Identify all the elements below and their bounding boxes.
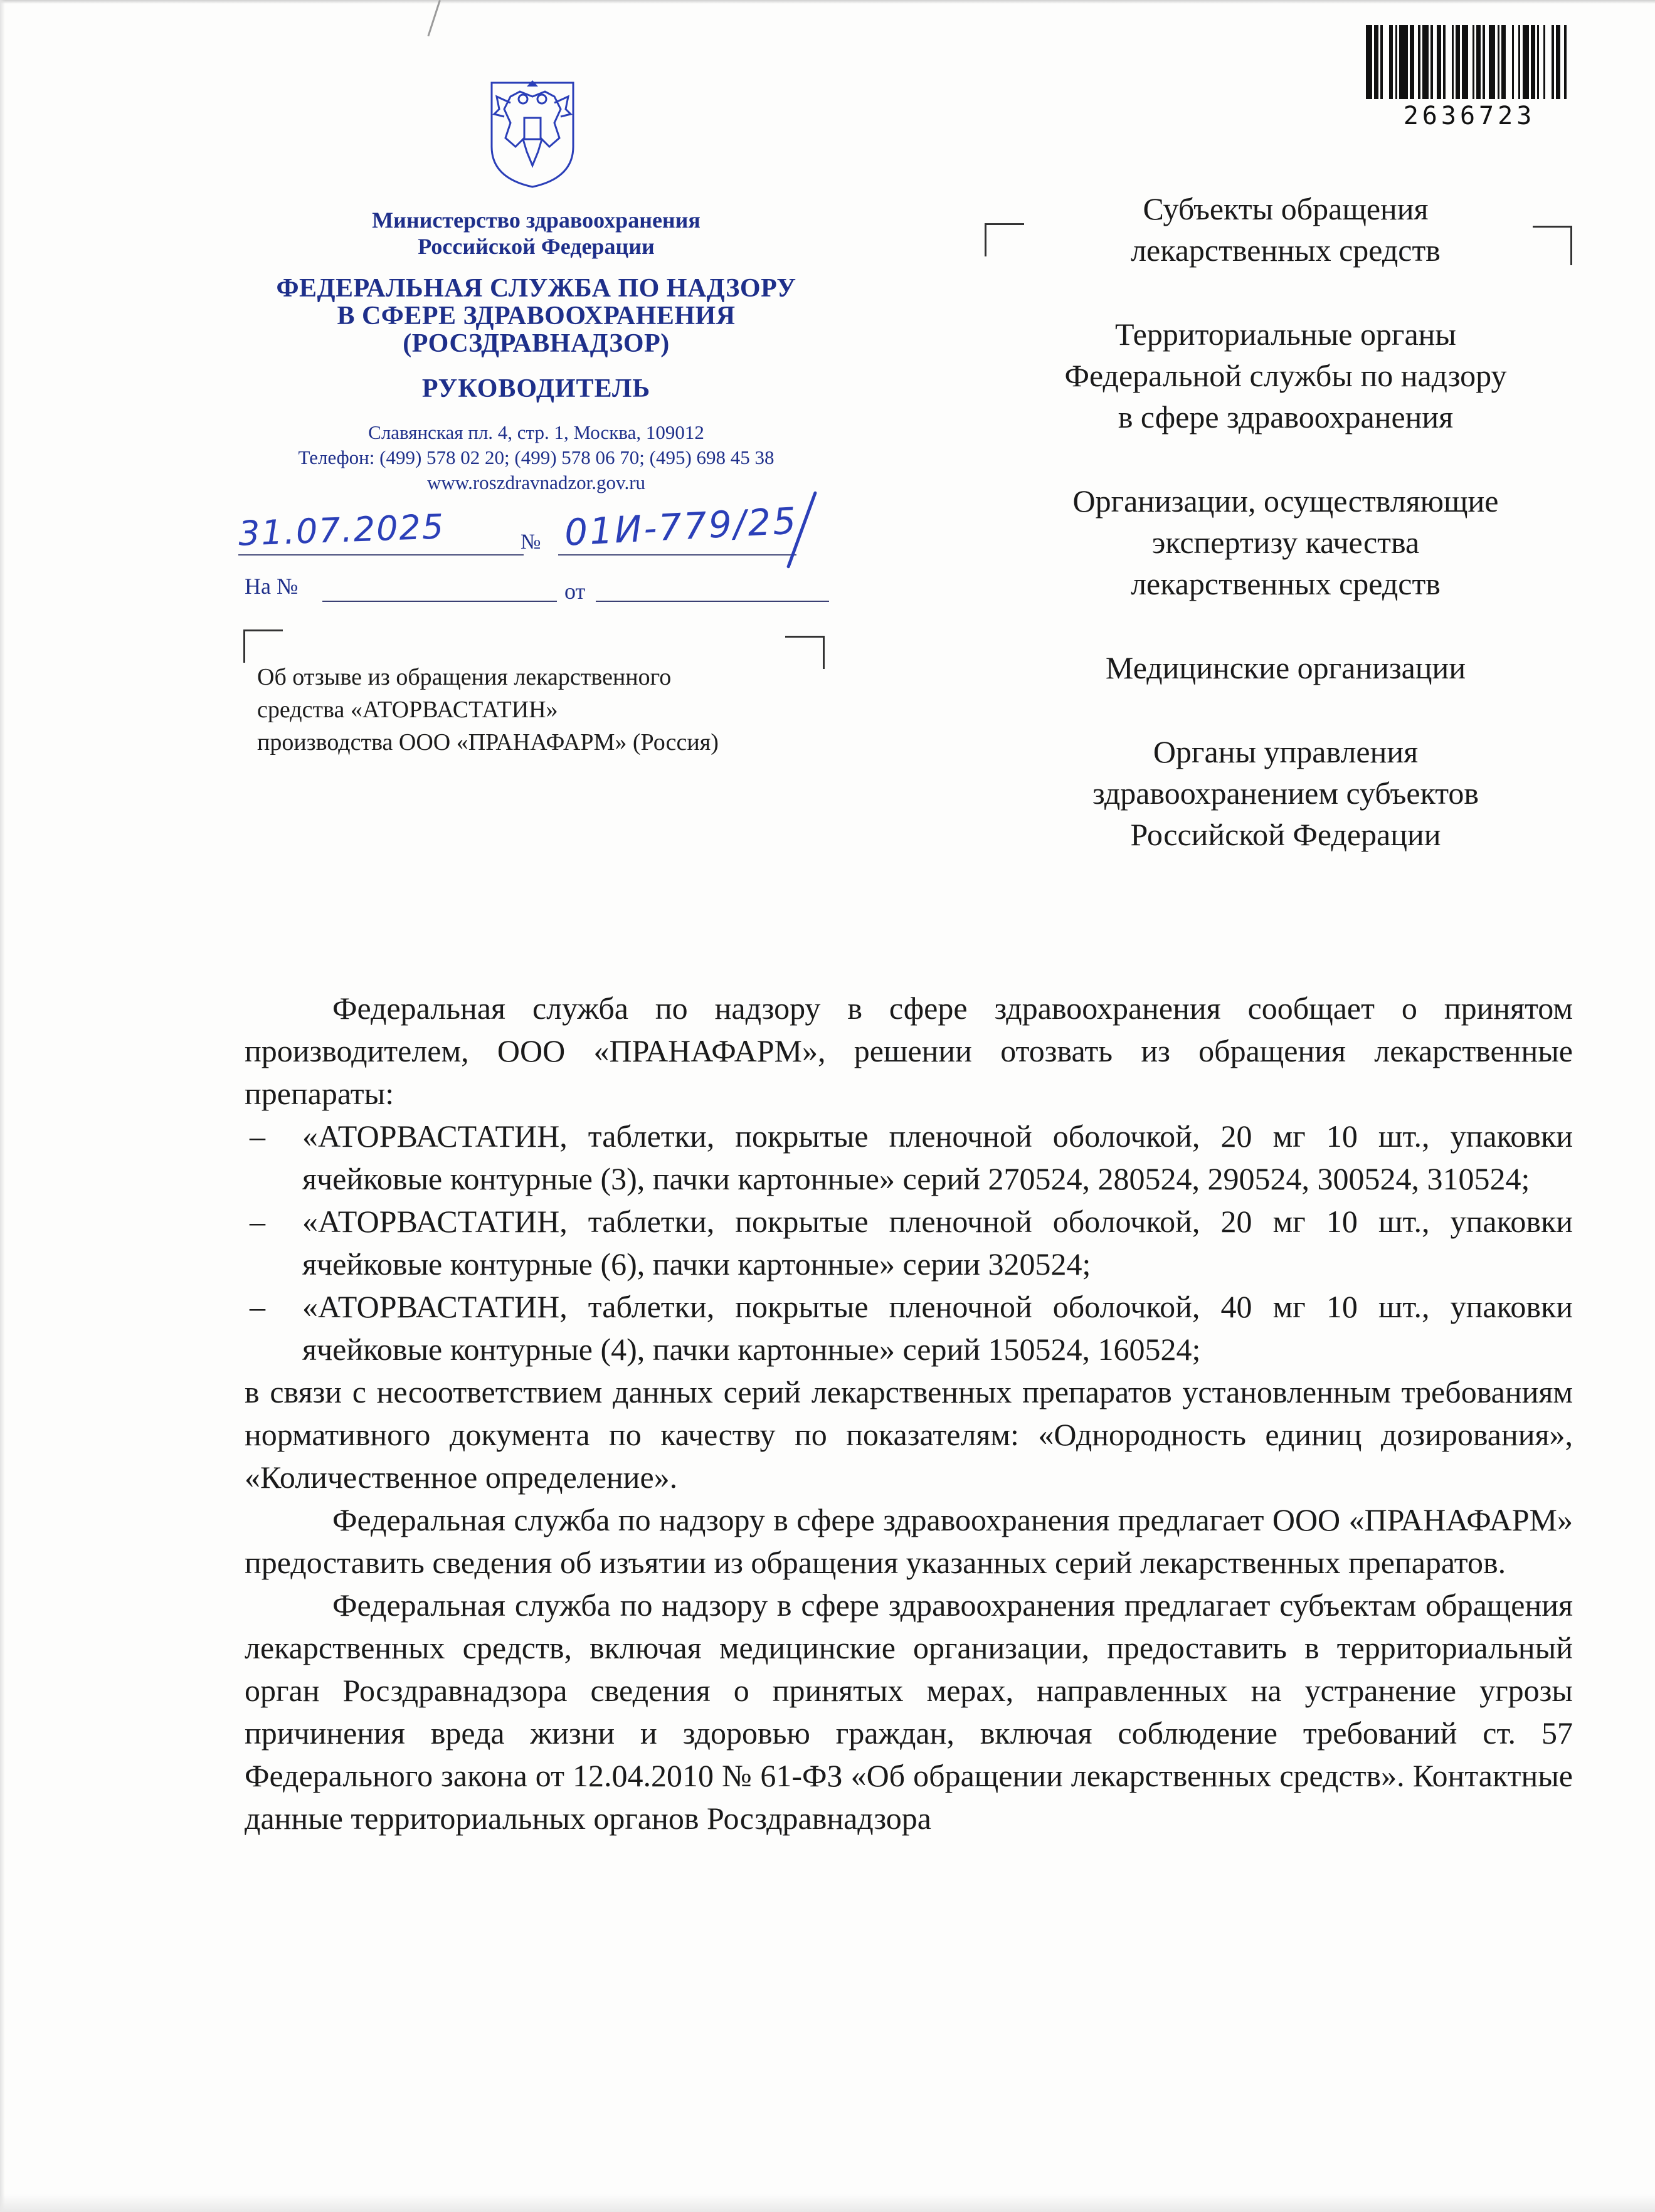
- addressee-line: лекарственных средств: [1131, 233, 1441, 268]
- barcode-bar: [1567, 25, 1573, 99]
- barcode-bar: [1489, 25, 1495, 99]
- addressee-item: [978, 188, 1593, 271]
- address-line: Славянская пл. 4, стр. 1, Москва, 109012: [368, 421, 704, 443]
- barcode-bar: [1383, 25, 1389, 99]
- list-item: – «АТОРВАСТАТИН, таблетки, покрытые пленочной оболочкой, 40 мг 10 шт., упаковки ячейковые контурные (4), пачки картонные» серий 150524, 160524;: [245, 1285, 1573, 1371]
- addressee-item: [978, 313, 1593, 438]
- barcode-bar: [1476, 25, 1481, 99]
- barcode-bar: [1366, 25, 1372, 99]
- barcode-bar: [1501, 25, 1506, 99]
- barcode-bar: [1539, 25, 1543, 99]
- list-item: – «АТОРВАСТАТИН, таблетки, покрытые пленочной оболочкой, 20 мг 10 шт., упаковки ячейковые контурные (6), пачки картонные» серии 320524;: [245, 1200, 1573, 1285]
- addressee-line: в сфере здравоохранения: [1118, 399, 1454, 434]
- body-paragraph-2: Федеральная служба по надзору в сфере здравоохранения предлагает ООО «ПРАНАФАРМ» предоставить сведения об изъятии из обращения указанных серий лекарственных препаратов.: [245, 1502, 1573, 1580]
- barcode-bar: [1514, 25, 1518, 99]
- list-item: – «АТОРВАСТАТИН, таблетки, покрытые пленочной оболочкой, 20 мг 10 шт., упаковки ячейковые контурные (3), пачки картонные» серий 270524, 280524, 290524, 300524, 310524;: [245, 1115, 1573, 1200]
- barcode-bar: [1506, 25, 1512, 99]
- subject-line-1: Об отзыве из обращения лекарственного: [257, 664, 672, 690]
- reference-date-label: от: [564, 579, 586, 604]
- barcode-bar: [1545, 25, 1552, 99]
- reference-date-blank: [596, 601, 829, 602]
- barcode-bar: [1422, 25, 1429, 99]
- body-reason: в связи с несоответствием данных серий лекарственных препаратов установленным требованиям нормативного документа по качеству по показателям: «Однородность единиц дозирования», «Количественное определение».: [245, 1374, 1573, 1495]
- addressee-item: [978, 731, 1593, 855]
- scan-edge-bottom: [0, 2194, 1655, 2212]
- scan-mark: [427, 0, 440, 36]
- recalled-products-list: [245, 1115, 1573, 1371]
- barcode-bar: [1523, 25, 1529, 99]
- barcode: [1366, 25, 1573, 132]
- contact-block: [232, 420, 840, 495]
- date-underline: [238, 554, 524, 556]
- barcode-bar: [1468, 25, 1473, 99]
- letter-body: [245, 987, 1573, 1840]
- barcode-bar: [1485, 25, 1489, 99]
- barcode-bar: [1414, 25, 1419, 99]
- addressee-line: Медицинские организации: [1105, 650, 1466, 685]
- addressee-item: [978, 647, 1593, 688]
- barcode-bar: [1531, 25, 1535, 99]
- barcode-bar: [1556, 25, 1560, 99]
- barcode-number: 2636723: [1403, 102, 1536, 130]
- barcode-bar: [1560, 25, 1565, 99]
- scan-edge-left: [0, 0, 5, 2212]
- body-paragraph-3: Федеральная служба по надзору в сфере здравоохранения предлагает субъектам обращения лекарственных средств, включая медицинские организации, предоставить в территориальный орган Росздравнадзора сведения о принятых мерах, направленных на устранение угрозы причинения вреда жизни и здоровью граждан, включая соблюдение требований ст. 57 Федерального закона от 12.04.2010 № 61-ФЗ «Об обращении лекарственных средств». Контактные данные территориальных органов Росздравнадзора: [245, 1588, 1573, 1836]
- addressee-line: Федеральной службы по надзору: [1064, 358, 1507, 393]
- barcode-bar: [1456, 25, 1460, 99]
- phone-line: Телефон: (499) 578 02 20; (499) 578 06 70; (495) 698 45 38: [298, 446, 775, 468]
- ministry-name: [232, 207, 840, 260]
- registration-line: [238, 499, 859, 574]
- barcode-bar: [1462, 25, 1468, 99]
- addressee-list: [978, 188, 1593, 898]
- subject-line-3: производства ООО «ПРАНАФАРМ» (Россия): [257, 729, 719, 756]
- addressee-line: Организации, осуществляющие: [1072, 483, 1499, 519]
- reference-number-blank: [322, 601, 557, 602]
- org-header: [232, 207, 840, 495]
- website-line: www.roszdravnadzor.gov.ru: [426, 471, 646, 493]
- subject-bracket-left: [243, 629, 283, 663]
- head-title: РУКОВОДИТЕЛЬ: [421, 374, 651, 403]
- addressee-line: здравоохранением субъектов: [1092, 776, 1479, 811]
- barcode-bar: [1389, 25, 1393, 99]
- barcode-bar: [1410, 25, 1414, 99]
- ministry-line-1: Министерство здравоохранения: [372, 208, 701, 233]
- service-line-3: (РОСЗДРАВНАДЗОР): [403, 329, 670, 358]
- service-name: [232, 275, 840, 357]
- barcode-bar: [1433, 25, 1437, 99]
- addressee-line: Территориальные органы: [1114, 317, 1457, 352]
- barcode-bar: [1374, 25, 1378, 99]
- ministry-line-2: Российской Федерации: [418, 234, 655, 259]
- service-line-1: ФЕДЕРАЛЬНАЯ СЛУЖБА ПО НАДЗОРУ: [276, 274, 796, 303]
- addressee-line: Российской Федерации: [1130, 817, 1441, 852]
- barcode-bar: [1437, 25, 1441, 99]
- coat-of-arms-icon: [485, 78, 579, 189]
- number-label: №: [521, 530, 541, 554]
- barcode-bars: [1366, 25, 1573, 99]
- subject-line-2: средства «АТОРВАСТАТИН»: [257, 697, 558, 723]
- reference-number-label: На №: [245, 574, 299, 599]
- addressee-line: лекарственных средств: [1131, 566, 1441, 601]
- addressee-line: Органы управления: [1153, 734, 1419, 769]
- barcode-bar: [1399, 25, 1407, 99]
- registration-number: 01И-779/25: [563, 499, 799, 554]
- number-underline: [558, 554, 796, 556]
- service-line-2: В СФЕРЕ ЗДРАВООХРАНЕНИЯ: [337, 302, 736, 330]
- reference-line: [245, 573, 834, 611]
- registration-date: 31.07.2025: [238, 507, 446, 554]
- barcode-bar: [1446, 25, 1452, 99]
- letter-subject: [257, 661, 859, 759]
- body-intro: Федеральная служба по надзору в сфере здравоохранения сообщает о принятом производителем, ООО «ПРАНАФАРМ», решении отозвать из обращения лекарственные препараты:: [245, 991, 1573, 1111]
- addressee-item: [978, 480, 1593, 604]
- addressee-line: Субъекты обращения: [1143, 191, 1429, 226]
- addressee-line: экспертизу качества: [1151, 525, 1420, 560]
- scan-edge-top: [0, 0, 1655, 4]
